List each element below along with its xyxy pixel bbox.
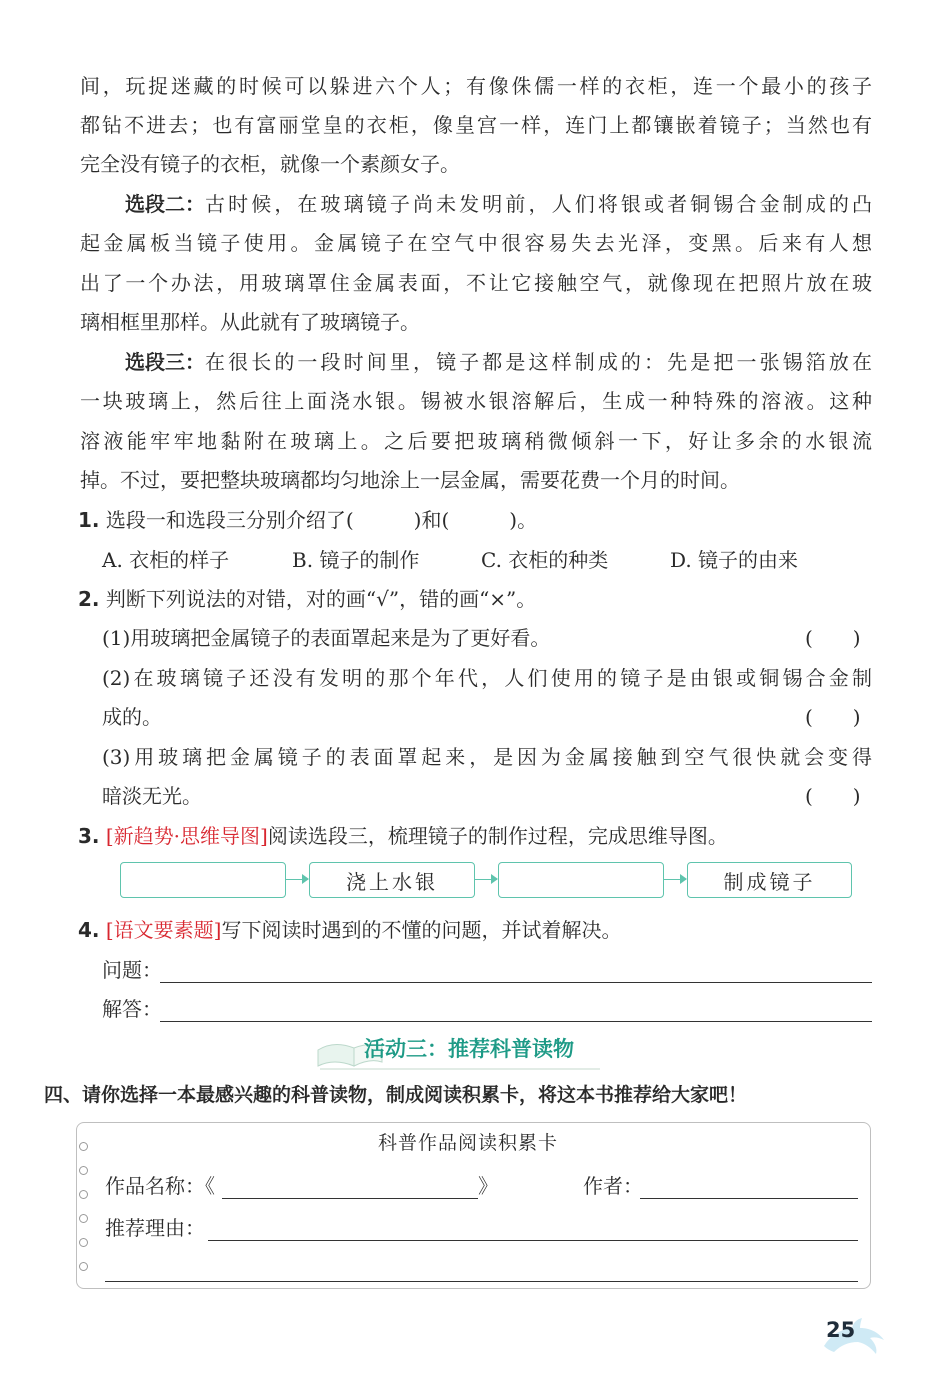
answer-paren-2[interactable]: ( ) <box>805 705 861 729</box>
section-4-instruction: 四、请你选择一本最感兴趣的科普读物，制成阅读积累卡，将这本书推荐给大家吧！ <box>44 1084 748 1106</box>
question-text: 阅读选段三，梳理镜子的制作过程，完成思维导图。 <box>267 824 728 848</box>
arrow-right-icon <box>302 874 309 884</box>
answer-paren-1[interactable]: ( ) <box>805 626 861 650</box>
mind-map-box-4: 制成镜子 <box>687 862 852 898</box>
passage-line: 出了一个办法，用玻璃罩住金属表面，不让它接触空气，就像现在把照片放在玻 <box>80 271 872 295</box>
passage-p2-first-line <box>125 192 872 216</box>
question-text: 判断下列说法的对错，对的画“√”，错的画“×”。 <box>105 587 537 611</box>
binder-ring-icon <box>79 1166 88 1175</box>
judgement-item-1: (1)用玻璃把金属镜子的表面罩起来是为了更好看。 <box>102 626 551 650</box>
binder-ring-icon <box>79 1238 88 1247</box>
passage-line: 间，玩捉迷藏的时候可以躲进六个人；有像侏儒一样的衣柜，连一个最小的孩子 <box>80 74 872 98</box>
judgement-item-2: (2)在玻璃镜子还没有发明的那个年代，人们使用的镜子是由银或铜锡合金制 <box>102 666 872 690</box>
question-4 <box>78 918 621 942</box>
question-answer-line[interactable] <box>160 982 872 983</box>
question-label: 问题： <box>102 958 162 982</box>
work-name-close: 》 <box>478 1174 498 1198</box>
excerpt-3-label: 选段三： <box>125 350 205 374</box>
judgement-item-2-cont: 成的。 <box>102 705 162 729</box>
work-name-line[interactable] <box>222 1198 478 1199</box>
answer-paren-3[interactable]: ( ) <box>805 784 861 808</box>
passage-line: 古时候，在玻璃镜子尚未发明前，人们将银或者铜锡合金制成的凸 <box>205 192 872 216</box>
mind-map-box-3[interactable] <box>498 862 664 898</box>
answer-label: 解答： <box>102 997 162 1021</box>
question-number: 3. <box>78 824 100 848</box>
question-2 <box>78 587 536 611</box>
option-c[interactable]: C. 衣柜的种类 <box>481 548 609 572</box>
excerpt-2-label: 选段二： <box>125 192 205 216</box>
activity-banner <box>300 1028 620 1072</box>
answer-line[interactable] <box>160 1021 872 1022</box>
passage-line: 溶液能牢牢地黏附在玻璃上。之后要把玻璃稍微倾斜一下，好让多余的水银流 <box>80 429 872 453</box>
arrow-right-icon <box>680 874 687 884</box>
reason-label: 推荐理由： <box>105 1216 205 1240</box>
passage-line: 一块玻璃上，然后往上面浇水银。锡被水银溶解后，生成一种特殊的溶液。这种 <box>80 389 872 413</box>
binder-ring-icon <box>79 1262 88 1271</box>
work-name-label: 作品名称：《 <box>105 1174 215 1198</box>
passage-line: 掉。不过，要把整块玻璃都均匀地涂上一层金属，需要花费一个月的时间。 <box>80 468 740 492</box>
reason-line-2[interactable] <box>105 1281 858 1282</box>
question-number: 4. <box>78 918 100 942</box>
binder-ring-icon <box>79 1190 88 1199</box>
question-3 <box>78 824 728 848</box>
binder-ring-icon <box>79 1214 88 1223</box>
binder-ring-icon <box>79 1142 88 1151</box>
page-number: 25 <box>826 1318 856 1342</box>
author-line[interactable] <box>640 1198 858 1199</box>
question-text: 写下阅读时遇到的不懂的问题，并试着解决。 <box>221 918 622 942</box>
passage-line: 在很长的一段时间里，镜子都是这样制成的：先是把一张锡箔放在 <box>205 350 872 374</box>
judgement-item-3: (3)用玻璃把金属镜子的表面罩起来，是因为金属接触到空气很快就会变得 <box>102 745 872 769</box>
question-number: 2. <box>78 587 100 611</box>
passage-line: 都钻不进去；也有富丽堂皇的衣柜，像皇宫一样，连门上都镶嵌着镜子；当然也有 <box>80 113 872 137</box>
mind-map-box-2: 浇上水银 <box>309 862 475 898</box>
card-title: 科普作品阅读积累卡 <box>378 1132 559 1154</box>
option-a[interactable]: A. 衣柜的样子 <box>102 548 230 572</box>
question-text: 选段一和选段三分别介绍了( )和( )。 <box>105 508 538 532</box>
question-tag: [新趋势·思维导图] <box>105 824 268 848</box>
passage-p3-first-line <box>125 350 872 374</box>
judgement-item-3-cont: 暗淡无光。 <box>102 784 202 808</box>
option-b[interactable]: B. 镜子的制作 <box>292 548 420 572</box>
option-d[interactable]: D. 镜子的由来 <box>670 548 799 572</box>
mind-map-box-1[interactable] <box>120 862 286 898</box>
author-label: 作者： <box>583 1174 643 1198</box>
arrow-right-icon <box>491 874 498 884</box>
question-1 <box>78 508 537 532</box>
passage-line: 璃相框里那样。从此就有了玻璃镜子。 <box>80 310 420 334</box>
reason-line[interactable] <box>208 1240 858 1241</box>
question-tag: [语文要素题] <box>105 918 222 942</box>
passage-line: 完全没有镜子的衣柜，就像一个素颜女子。 <box>80 152 460 176</box>
question-number: 1. <box>78 508 100 532</box>
passage-line: 起金属板当镜子使用。金属镜子在空气中很容易失去光泽，变黑。后来有人想 <box>80 231 872 255</box>
activity-title: 活动三：推荐科普读物 <box>364 1036 574 1061</box>
